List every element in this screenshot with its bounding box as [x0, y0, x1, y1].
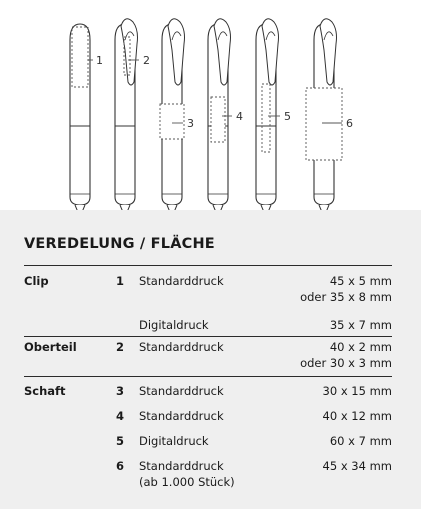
position-number: 4 [116, 409, 125, 423]
print-size-alt: oder 30 x 3 mm [300, 356, 392, 370]
print-size: 30 x 15 mm [322, 384, 392, 398]
divider [24, 376, 392, 377]
position-number: 6 [116, 459, 125, 473]
pen-1 [70, 24, 90, 210]
callout-6: 6 [346, 117, 353, 130]
print-size-alt: oder 35 x 8 mm [300, 290, 392, 304]
print-size: 45 x 5 mm [329, 274, 392, 288]
print-method: Digitaldruck [139, 434, 209, 448]
pen-illustration [0, 0, 421, 210]
pens-diagram [0, 0, 421, 210]
callout-3: 3 [187, 117, 194, 130]
print-method-note: (ab 1.000 Stück) [139, 475, 235, 489]
print-size: 40 x 2 mm [329, 340, 392, 354]
area-label-schaft: Schaft [24, 384, 66, 398]
pen-2 [115, 19, 138, 210]
callout-1: 1 [96, 54, 103, 67]
position-number: 3 [116, 384, 125, 398]
print-size: 60 x 7 mm [329, 434, 392, 448]
pen-6 [306, 19, 342, 210]
callout-2: 2 [143, 54, 150, 67]
print-size: 40 x 12 mm [322, 409, 392, 423]
print-method: Standarddruck [139, 459, 224, 473]
divider [24, 265, 392, 266]
callout-5: 5 [284, 110, 291, 123]
position-number: 2 [116, 340, 125, 354]
area-label-oberteil: Oberteil [24, 340, 77, 354]
position-number: 5 [116, 434, 125, 448]
print-method: Standarddruck [139, 340, 224, 354]
pen-3 [160, 19, 185, 210]
print-method: Digitaldruck [139, 318, 209, 332]
position-number: 1 [116, 274, 125, 288]
area-label-clip: Clip [24, 274, 49, 288]
divider [24, 336, 392, 337]
print-method: Standarddruck [139, 274, 224, 288]
pen-5 [256, 19, 279, 210]
print-size: 35 x 7 mm [329, 318, 392, 332]
print-size: 45 x 34 mm [322, 459, 392, 473]
print-method: Standarddruck [139, 409, 224, 423]
print-method: Standarddruck [139, 384, 224, 398]
pen-4 [208, 19, 231, 210]
specification-panel [0, 210, 421, 509]
callout-4: 4 [236, 110, 243, 123]
section-title: VEREDELUNG / FLÄCHE [24, 236, 215, 252]
